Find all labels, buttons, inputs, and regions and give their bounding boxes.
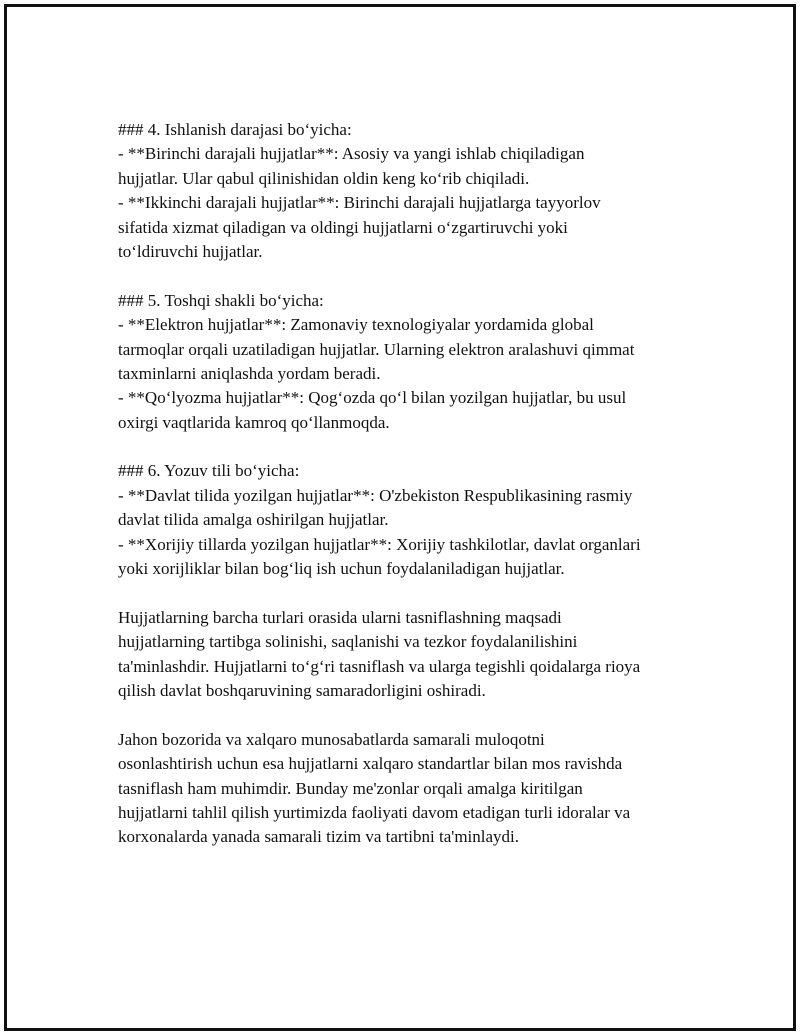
paragraph-gap xyxy=(118,264,708,288)
text-line: taxminlarni aniqlashda yordam beradi. xyxy=(118,363,381,383)
text-line: osonlashtirish uchun esa hujjatlarni xalqaro standartlar bilan mos ravishda xyxy=(118,754,623,774)
text-line: oxirgi vaqtlarida kamroq qo‘llanmoqda. xyxy=(118,412,390,432)
paragraph-gap xyxy=(118,435,708,459)
text-line: tasniflash ham muhimdir. Bunday me'zonlar orqali amalga kiritilgan xyxy=(118,778,583,798)
text-line: hujjatlarni tahlil qilish yurtimizda faoliyati davom etadigan turli idoralar va xyxy=(118,802,631,822)
document-body xyxy=(118,118,708,850)
paragraph-block xyxy=(118,728,708,850)
section-block xyxy=(118,289,708,435)
text-line: Hujjatlarning barcha turlari orasida ularni tasniflashning maqsadi xyxy=(118,607,562,627)
text-line: to‘ldiruvchi hujjatlar. xyxy=(118,241,263,261)
section-heading: ### 5. Toshqi shakli bo‘yicha: xyxy=(118,290,324,310)
paragraph-gap xyxy=(118,581,708,605)
paragraph-block xyxy=(118,606,708,704)
text-line: qilish davlat boshqaruvining samaradorligini oshiradi. xyxy=(118,680,486,700)
section-heading: ### 6. Yozuv tili bo‘yicha: xyxy=(118,461,300,481)
paragraph-gap xyxy=(118,703,708,727)
text-line: - **Xorijiy tillarda yozilgan hujjatlar**: Xorijiy tashkilotlar, davlat organlari xyxy=(118,534,641,554)
text-line: - **Davlat tilida yozilgan hujjatlar**: O'zbekiston Respublikasining rasmiy xyxy=(118,485,633,505)
text-line: davlat tilida amalga oshirilgan hujjatlar. xyxy=(118,510,389,530)
text-line: - **Ikkinchi darajali hujjatlar**: Birinchi darajali hujjatlarga tayyorlov xyxy=(118,193,601,213)
text-line: ta'minlashdir. Hujjatlarni to‘g‘ri tasniflash va ularga tegishli qoidalarga rioya xyxy=(118,656,641,676)
section-block xyxy=(118,459,708,581)
section-heading: ### 4. Ishlanish darajasi bo‘yicha: xyxy=(118,120,352,139)
text-line: tarmoqlar orqali uzatiladigan hujjatlar. Ularning elektron aralashuvi qimmat xyxy=(118,339,635,359)
text-line: - **Qo‘lyozma hujjatlar**: Qog‘ozda qo‘l bilan yozilgan hujjatlar, bu usul xyxy=(118,388,627,408)
text-line: Jahon bozorida va xalqaro munosabatlarda samarali muloqotni xyxy=(118,729,545,749)
text-line: korxonalarda yanada samarali tizim va tartibni ta'minlaydi. xyxy=(118,827,520,847)
text-line: hujjatlarning tartibga solinishi, saqlanishi va tezkor foydalanilishini xyxy=(118,632,578,652)
text-line: - **Elektron hujjatlar**: Zamonaviy texnologiyalar yordamida global xyxy=(118,315,594,335)
text-line: yoki xorijliklar bilan bog‘liq ish uchun foydalaniladigan hujjatlar. xyxy=(118,559,565,579)
section-block xyxy=(118,118,708,264)
text-line: sifatida xizmat qiladigan va oldingi hujjatlarni o‘zgartiruvchi yoki xyxy=(118,217,568,237)
text-line: - **Birinchi darajali hujjatlar**: Asosiy va yangi ishlab chiqiladigan xyxy=(118,144,585,164)
text-line: hujjatlar. Ular qabul qilinishidan oldin keng ko‘rib chiqiladi. xyxy=(118,168,530,188)
